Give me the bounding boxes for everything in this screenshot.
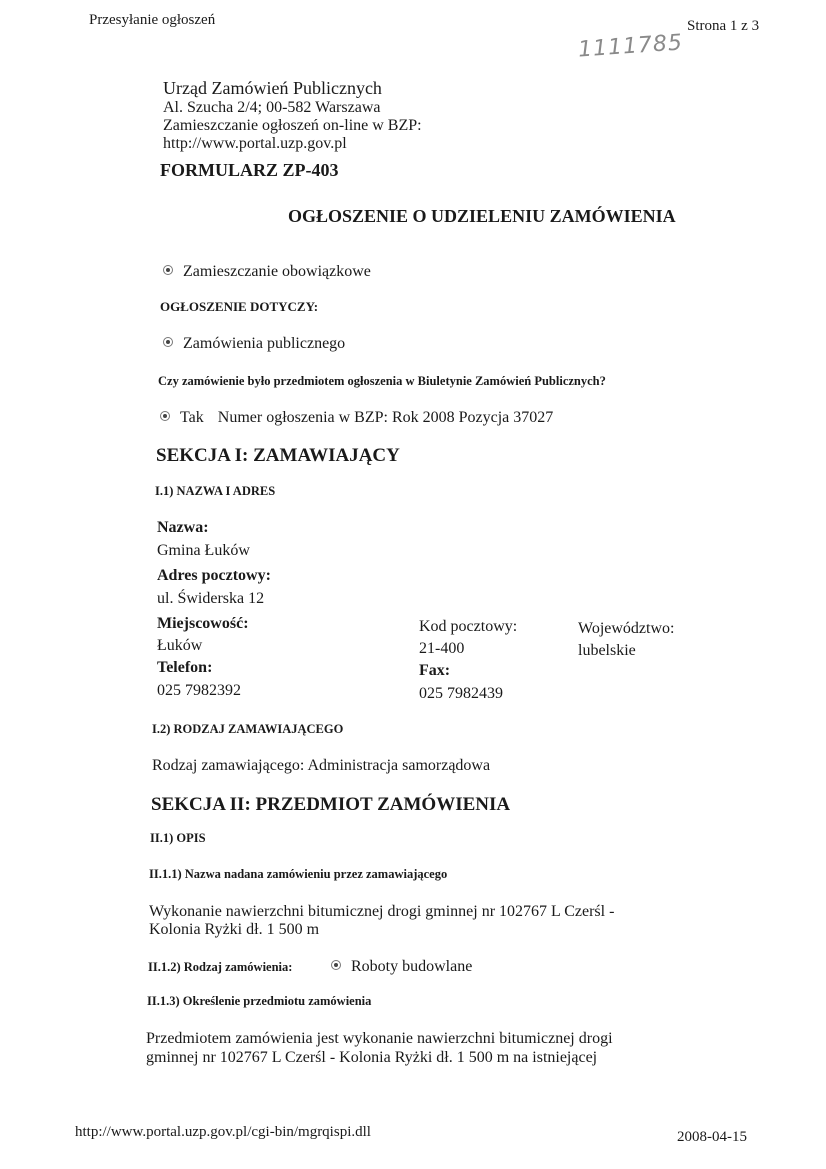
section-2-1-2-heading: II.1.2) Rodzaj zamówienia: xyxy=(148,960,293,974)
postal-label: Kod pocztowy: xyxy=(419,618,518,635)
concerns-option xyxy=(163,335,345,353)
name-label: Nazwa: xyxy=(157,519,209,536)
org-service: Zamieszczanie ogłoszeń on-line w BZP: xyxy=(163,117,422,134)
footer-url: http://www.portal.uzp.gov.pl/cgi-bin/mgrqispi.dll xyxy=(75,1124,371,1140)
placement-option-label: Zamieszczanie obowiązkowe xyxy=(183,263,371,280)
city-label: Miejscowość: xyxy=(157,615,249,632)
fax-value: 025 7982439 xyxy=(419,685,503,702)
page-title: OGŁOSZENIE O UDZIELENIU ZAMÓWIENIA xyxy=(288,206,676,226)
radio-selected-icon xyxy=(163,337,173,347)
handwritten-note: 1111785 xyxy=(577,30,684,63)
phone-label: Telefon: xyxy=(157,659,213,676)
radio-selected-icon xyxy=(331,960,341,970)
section-2-1-1-heading: II.1.1) Nazwa nadana zamówieniu przez zamawiającego xyxy=(149,867,448,881)
section-2-1-3-heading: II.1.3) Określenie przedmiotu zamówienia xyxy=(147,994,372,1008)
contracting-type: Rodzaj zamawiającego: Administracja samorządowa xyxy=(152,757,491,774)
order-name-line-1: Wykonanie nawierzchni bitumicznej drogi gminnej nr 102767 L Czerśl - xyxy=(149,903,615,920)
phone-value: 025 7982392 xyxy=(157,682,241,699)
subject-line-1: Przedmiotem zamówienia jest wykonanie nawierzchni bitumicznej drogi xyxy=(146,1030,613,1047)
address-label: Adres pocztowy: xyxy=(157,567,271,584)
section-1-title: SEKCJA I: ZAMAWIAJĄCY xyxy=(156,445,400,466)
concerns-label: OGŁOSZENIE DOTYCZY: xyxy=(160,299,319,314)
radio-selected-icon xyxy=(163,265,173,275)
radio-selected-icon xyxy=(160,411,170,421)
address-value: ul. Świderska 12 xyxy=(157,590,265,607)
city-value: Łuków xyxy=(157,637,203,654)
region-value: lubelskie xyxy=(578,642,636,659)
bzp-question: Czy zamówienie było przedmiotem ogłoszenia w Biuletynie Zamówień Publicznych? xyxy=(158,374,606,388)
bzp-answer xyxy=(160,409,553,427)
concerns-option-label: Zamówienia publicznego xyxy=(183,335,346,352)
section-1-2-heading: I.2) RODZAJ ZAMAWIAJĄCEGO xyxy=(152,722,344,736)
section-2-1-heading: II.1) OPIS xyxy=(150,831,206,845)
org-name: Urząd Zamówień Publicznych xyxy=(163,78,382,98)
page-header-title: Przesyłanie ogłoszeń xyxy=(89,12,216,28)
name-value: Gmina Łuków xyxy=(157,542,250,559)
placement-option xyxy=(163,263,371,281)
bzp-answer-label: Tak xyxy=(180,409,204,426)
bzp-number: Numer ogłoszenia w BZP: Rok 2008 Pozycja 37027 xyxy=(217,409,554,426)
order-type-option xyxy=(331,958,472,976)
subject-line-2: gminnej nr 102767 L Czerśl - Kolonia Ryżki dł. 1 500 m na istniejącej xyxy=(146,1049,598,1066)
section-2-title: SEKCJA II: PRZEDMIOT ZAMÓWIENIA xyxy=(151,794,511,815)
page-number: Strona 1 z 3 xyxy=(687,18,760,34)
footer-date: 2008-04-15 xyxy=(677,1129,747,1145)
fax-label: Fax: xyxy=(419,662,451,679)
postal-value: 21-400 xyxy=(419,640,465,657)
region-label: Województwo: xyxy=(578,620,675,637)
order-type-label: Roboty budowlane xyxy=(351,958,473,975)
section-1-1-heading: I.1) NAZWA I ADRES xyxy=(155,484,276,498)
form-code: FORMULARZ ZP-403 xyxy=(160,160,339,180)
order-name-line-2: Kolonia Ryżki dł. 1 500 m xyxy=(149,921,320,938)
org-url: http://www.portal.uzp.gov.pl xyxy=(163,135,347,152)
org-address: Al. Szucha 2/4; 00-582 Warszawa xyxy=(163,99,381,116)
